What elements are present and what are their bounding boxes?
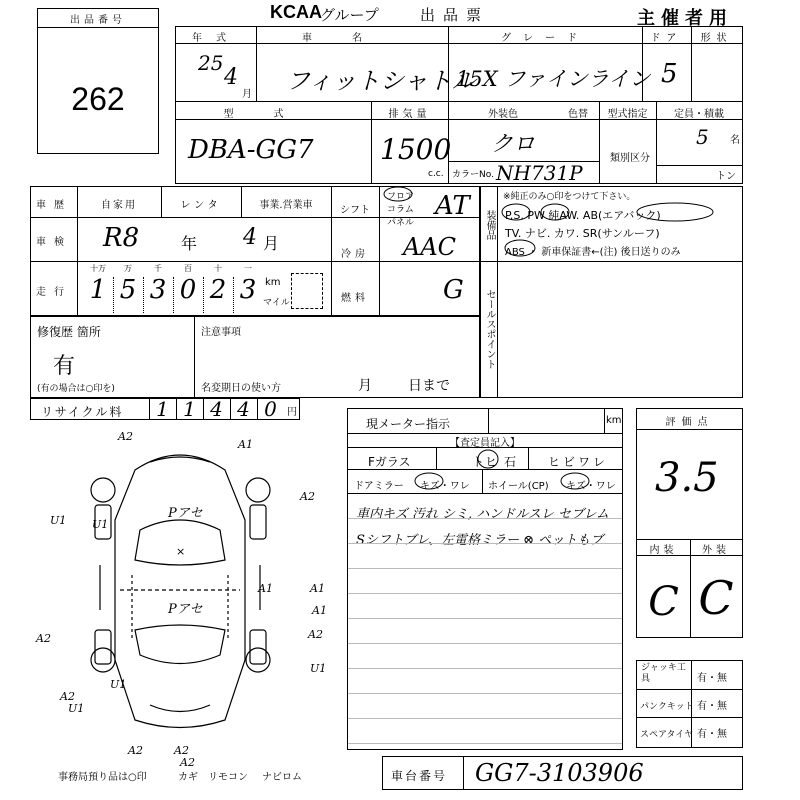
inspection-label: 車検 <box>36 237 72 248</box>
recycle-digit: 1 <box>183 397 196 421</box>
history-block <box>30 186 480 316</box>
damage-mark: A2 <box>180 756 195 769</box>
exterior-label: 外装 <box>702 545 730 556</box>
shift-column: コラム <box>387 205 414 215</box>
color-no-label: カラーNo. <box>452 170 494 180</box>
group-label: グループ <box>320 6 379 24</box>
body-header: 形状 <box>700 33 733 44</box>
km-label: km <box>265 277 281 288</box>
damage-mark: A2 <box>118 430 133 443</box>
cc-unit: c.c. <box>428 169 444 179</box>
mileage-digit-header: 十 <box>214 264 222 273</box>
ac-label: 冷房 <box>341 249 369 260</box>
model-code: DBA-GG7 <box>188 135 314 165</box>
mileage-digit-header: 一 <box>244 264 252 273</box>
keys-label: カギ <box>178 772 198 783</box>
month-unit: 月 <box>242 89 252 100</box>
damage-mark: U1 <box>310 662 327 675</box>
equipment-line2: TV. ナビ. カワ. SR(サンルーフ) <box>505 227 660 240</box>
spare-label: スペアタイヤ <box>640 730 694 740</box>
name-change-label: 名変期日の使い方 <box>201 383 281 394</box>
year-header: 年式 <box>192 33 240 44</box>
note-ruled-line <box>348 593 622 594</box>
digit-separator <box>173 277 174 313</box>
brand-logo: KCAA <box>270 2 322 22</box>
glass-opt4: ヒビワレ <box>548 455 609 469</box>
glass-opt1: ト <box>472 455 485 469</box>
capacity-header: 定員・積載 <box>674 109 724 120</box>
recycle-separator <box>257 399 258 419</box>
recycle-digits <box>149 399 289 419</box>
business-use: 事業.営業車 <box>259 200 313 211</box>
damage-mark: A2 <box>300 490 315 503</box>
name-change-day: 日まで <box>408 378 450 394</box>
interior-grade: C <box>648 579 679 625</box>
puncture-label: パンクキット <box>640 702 694 712</box>
digit-separator <box>143 277 144 313</box>
mileage-digit: 2 <box>209 275 227 305</box>
meter-km-unit: km <box>606 415 622 426</box>
inspection-year-unit: 年 <box>181 234 198 253</box>
name-header: 車名 <box>302 33 402 44</box>
damage-mark: A2 <box>36 632 51 645</box>
shift-floor: フロア <box>387 192 415 202</box>
damage-mark: U1 <box>50 514 67 527</box>
damage-mark: U1 <box>110 678 127 691</box>
sheet-title: 出品票 <box>420 6 490 24</box>
note-ruled-line <box>348 668 622 669</box>
mileage-digits <box>83 263 263 315</box>
mirror-options: キズ・ワレ <box>420 481 470 492</box>
displacement-value: 1500 <box>380 133 452 166</box>
recycle-digit: 1 <box>156 397 169 421</box>
grade-score: 3.5 <box>655 455 719 501</box>
repair-value: 有 <box>53 354 76 379</box>
inspector-note-line2: Sシフトブレ、左電格ミラー ⊗ ペットもブ <box>356 533 604 548</box>
center-x-mark: × <box>176 545 186 558</box>
caution-label: 注意事項 <box>201 327 241 338</box>
repair-block <box>30 316 480 398</box>
jack-has-none: 有・無 <box>697 673 727 684</box>
color-header: 外装色 <box>488 109 518 120</box>
spare-has-none: 有・無 <box>697 729 727 740</box>
grade-value: 15X ファインライン <box>456 67 651 91</box>
digit-separator <box>113 277 114 313</box>
car-name: フィットシャトル <box>286 67 476 95</box>
mileage-digit-header: 百 <box>184 264 192 273</box>
lot-label: 出品番号 <box>70 15 126 26</box>
note-ruled-line <box>348 643 622 644</box>
chassis-value: GG7-3103906 <box>475 759 644 787</box>
recycle-block <box>30 398 300 420</box>
damage-mark: A1 <box>310 582 325 595</box>
meter-label: 現メーター指示 <box>366 417 451 431</box>
name-change-month: 月 <box>358 378 372 394</box>
lot-box <box>37 8 159 154</box>
exterior-grade: C <box>698 571 734 625</box>
glass-label: Fガラス <box>368 455 411 469</box>
equipment-note: ※純正のみ○印をつけて下さい。 <box>503 192 636 202</box>
private-use: 自家用 <box>101 200 137 211</box>
fuel-label: 燃料 <box>341 293 369 304</box>
recycle-separator <box>203 399 204 419</box>
equipment-line1: P.S. PW 純AW. AB(エアバック) <box>505 209 661 222</box>
damage-mark: A2 <box>60 690 75 703</box>
rental-use: レンタ <box>180 200 222 211</box>
ac-value: AAC <box>403 233 457 261</box>
grade-block <box>636 408 743 638</box>
model-header: 型式 <box>223 109 324 120</box>
vehicle-block <box>175 26 743 184</box>
mileage-digit-header: 万 <box>124 264 132 273</box>
office-note: 事務局預り品は○印 <box>58 772 147 783</box>
capacity-unit: 名 <box>730 135 740 146</box>
shift-value: AT <box>435 191 470 221</box>
note-ruled-lines <box>348 493 622 749</box>
shift-panel: パネル <box>387 218 415 228</box>
damage-mark: A1 <box>258 582 273 595</box>
repair-note: (有の場合は○印を) <box>37 384 115 394</box>
repair-label: 修復歴 箇所 <box>37 325 101 339</box>
sales-point-label: セールスポイント <box>484 289 495 369</box>
note-ruled-line <box>348 543 622 544</box>
hood-note: Pアセ <box>168 602 203 617</box>
note-ruled-line <box>348 743 622 744</box>
recycle-digit: 4 <box>210 397 223 421</box>
equipment-block <box>480 186 743 398</box>
remote-label: リモコン <box>208 772 248 783</box>
color-no-value: NH731P <box>496 161 583 185</box>
inspector-section-title: 【査定員記入】 <box>450 438 520 449</box>
mirror-label: ドアミラー <box>354 481 404 492</box>
fuel-value: G <box>443 275 464 305</box>
note-ruled-line <box>348 718 622 719</box>
equipment-line3: ABS ・ 新車保証書←(注) 後日送りのみ <box>505 247 681 258</box>
grade-header: グレード <box>501 33 589 44</box>
mileage-digit-header: 十万 <box>90 264 106 273</box>
organizer-label: 主催者用 <box>637 8 733 29</box>
doors-header: ドア <box>650 33 683 44</box>
note-ruled-line <box>348 518 622 519</box>
recycle-unit: 円 <box>287 407 297 418</box>
grade-label: 評価点 <box>665 417 714 428</box>
damage-mark: A2 <box>308 628 323 641</box>
glass-opt2: ヒ <box>485 455 498 469</box>
equipment-label: 装備品 <box>484 210 495 240</box>
puncture-has-none: 有・無 <box>697 701 727 712</box>
inspection-month: 4 <box>243 225 257 250</box>
doors-value: 5 <box>661 59 678 89</box>
recycle-separator <box>149 399 150 419</box>
inspection-month-unit: 月 <box>263 234 280 253</box>
wheel-options: キズ・ワレ <box>566 481 616 492</box>
mileage-label: 走行 <box>36 287 72 298</box>
digit-separator <box>233 277 234 313</box>
note-ruled-line <box>348 568 622 569</box>
recycle-label: リサイクル料 <box>41 405 124 419</box>
damage-mark: U1 <box>68 702 85 715</box>
history-label: 車歴 <box>36 200 72 211</box>
damage-mark: A2 <box>128 744 143 757</box>
recycle-separator <box>176 399 177 419</box>
recycle-digit: 0 <box>264 397 277 421</box>
color-change-header: 色替 <box>568 109 588 120</box>
class-label: 類別区分 <box>610 153 650 164</box>
inspection-value: R8 <box>103 223 140 253</box>
ton-unit: トン <box>716 171 736 182</box>
shift-label: シフト <box>340 205 370 216</box>
mile-label: マイル <box>263 298 290 308</box>
year-month: 4 <box>224 65 238 90</box>
mileage-digit: 3 <box>239 275 257 305</box>
glass-opt3: 石 <box>504 455 517 469</box>
damage-mark: U1 <box>92 518 109 531</box>
inspector-note-line1: 車内キズ 汚れ シミ, ハンドルスレ セブレム <box>356 507 609 522</box>
lot-number: 262 <box>71 81 125 117</box>
mileage-digit: 1 <box>89 275 107 305</box>
wheel-label: ホイール(CP) <box>488 481 549 492</box>
mileage-digit-header: 千 <box>154 264 162 273</box>
jack-label: ジャッキ工具 <box>641 663 686 684</box>
navi-label: ナビロム <box>262 772 302 783</box>
chassis-label: 車台番号 <box>391 769 448 783</box>
tools-block <box>636 660 743 748</box>
damage-mark: A1 <box>312 604 327 617</box>
inspector-block <box>347 408 623 750</box>
mileage-digit: 0 <box>179 275 197 305</box>
roof-note: Pアセ <box>168 506 203 521</box>
recycle-separator <box>230 399 231 419</box>
type-designation-header: 型式指定 <box>607 109 648 120</box>
chassis-block <box>382 756 743 790</box>
recycle-digit: 4 <box>237 397 250 421</box>
color-value: クロ <box>491 132 536 157</box>
note-ruled-line <box>348 693 622 694</box>
year-era: 25 <box>198 51 224 75</box>
interior-label: 内装 <box>649 545 678 556</box>
mileage-digit: 3 <box>149 275 167 305</box>
note-ruled-line <box>348 618 622 619</box>
mileage-digit: 5 <box>119 275 137 305</box>
damage-mark: A2 <box>174 744 189 757</box>
digit-separator <box>203 277 204 313</box>
capacity-value: 5 <box>696 125 709 149</box>
displacement-header: 排気量 <box>388 109 431 120</box>
damage-mark: A1 <box>238 438 253 451</box>
